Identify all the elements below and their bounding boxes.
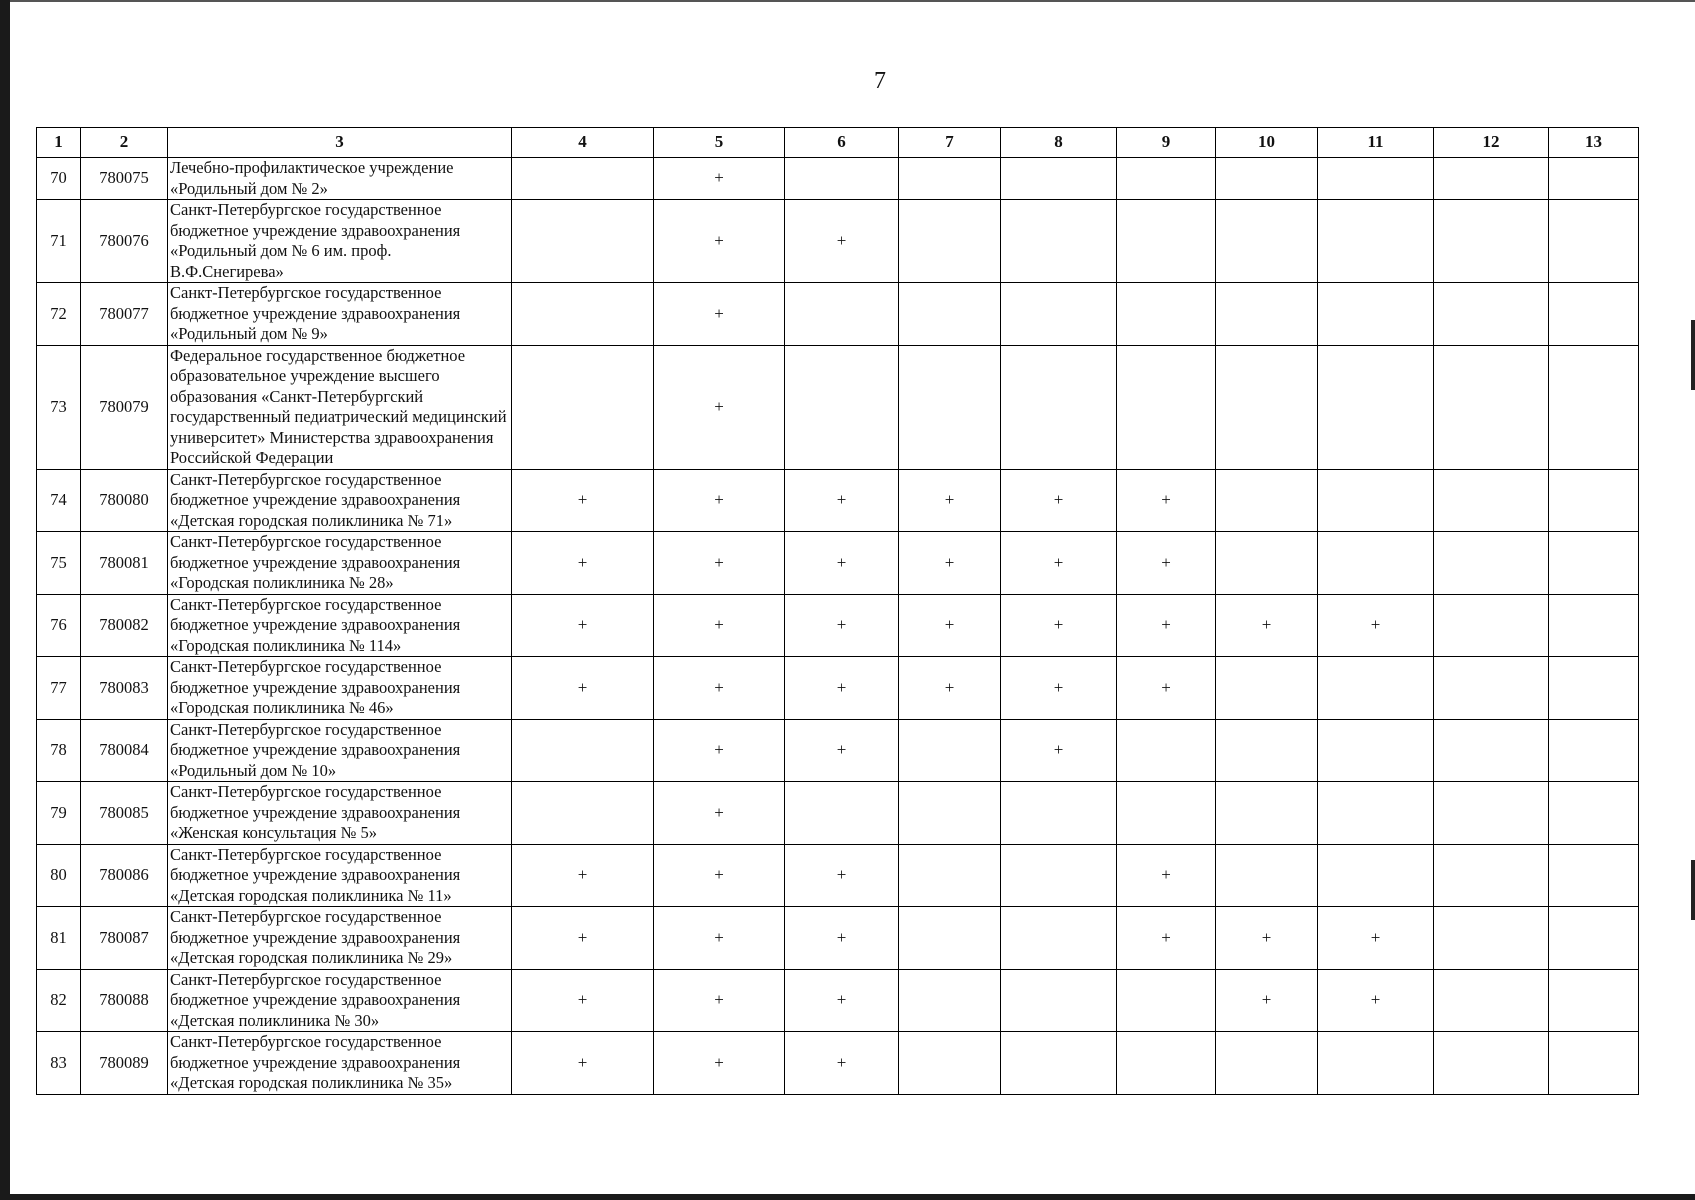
mark-cell-col-6: + — [785, 200, 899, 283]
mark-cell-col-11 — [1318, 283, 1434, 346]
mark-cell-col-9 — [1117, 158, 1216, 200]
organization-name-cell: Федеральное государственное бюджетное образовательное учреждение высшего образования «Санкт-Петербургский государственный педиатрический медицинский университет» Министерства здравоохранения Российской Федерации — [168, 345, 512, 469]
mark-cell-col-4: + — [512, 532, 654, 595]
mark-cell-col-9: + — [1117, 532, 1216, 595]
registry-code-cell: 780087 — [81, 907, 168, 970]
mark-cell-col-8 — [1001, 1032, 1117, 1095]
mark-cell-col-12 — [1434, 782, 1549, 845]
table-row — [37, 782, 1639, 845]
scan-edge-top — [0, 0, 1695, 2]
row-number-cell: 75 — [37, 532, 81, 595]
mark-cell-col-6: + — [785, 469, 899, 532]
mark-cell-col-7: + — [899, 532, 1001, 595]
table-row — [37, 844, 1639, 907]
mark-cell-col-4 — [512, 719, 654, 782]
mark-cell-col-13 — [1549, 1032, 1639, 1095]
mark-cell-col-8: + — [1001, 657, 1117, 720]
scan-edge-bottom — [0, 1194, 1695, 1200]
mark-cell-col-8 — [1001, 158, 1117, 200]
mark-cell-col-7 — [899, 844, 1001, 907]
row-number-cell: 74 — [37, 469, 81, 532]
mark-cell-col-6: + — [785, 719, 899, 782]
mark-cell-col-5: + — [654, 532, 785, 595]
table-row — [37, 719, 1639, 782]
column-header: 5 — [654, 128, 785, 158]
table-row — [37, 532, 1639, 595]
organization-name-cell: Санкт-Петербургское государственное бюджетное учреждение здравоохранения «Детская городская поликлиника № 11» — [168, 844, 512, 907]
mark-cell-col-12 — [1434, 657, 1549, 720]
mark-cell-col-10: + — [1216, 969, 1318, 1032]
mark-cell-col-9 — [1117, 345, 1216, 469]
mark-cell-col-4 — [512, 200, 654, 283]
registry-code-cell: 780083 — [81, 657, 168, 720]
mark-cell-col-4 — [512, 283, 654, 346]
mark-cell-col-5: + — [654, 158, 785, 200]
mark-cell-col-5: + — [654, 469, 785, 532]
mark-cell-col-7 — [899, 158, 1001, 200]
mark-cell-col-9 — [1117, 969, 1216, 1032]
column-header: 1 — [37, 128, 81, 158]
mark-cell-col-13 — [1549, 719, 1639, 782]
mark-cell-col-12 — [1434, 158, 1549, 200]
mark-cell-col-12 — [1434, 469, 1549, 532]
mark-cell-col-13 — [1549, 469, 1639, 532]
column-header: 7 — [899, 128, 1001, 158]
registry-code-cell: 780081 — [81, 532, 168, 595]
mark-cell-col-8 — [1001, 283, 1117, 346]
row-number-cell: 76 — [37, 594, 81, 657]
mark-cell-col-8: + — [1001, 594, 1117, 657]
registry-code-cell: 780082 — [81, 594, 168, 657]
row-number-cell: 81 — [37, 907, 81, 970]
row-number-cell: 73 — [37, 345, 81, 469]
registry-code-cell: 780089 — [81, 1032, 168, 1095]
mark-cell-col-4 — [512, 782, 654, 845]
mark-cell-col-8: + — [1001, 469, 1117, 532]
mark-cell-col-12 — [1434, 719, 1549, 782]
organization-name-cell: Санкт-Петербургское государственное бюджетное учреждение здравоохранения «Городская поликлиника № 46» — [168, 657, 512, 720]
mark-cell-col-10: + — [1216, 594, 1318, 657]
mark-cell-col-13 — [1549, 200, 1639, 283]
mark-cell-col-8 — [1001, 200, 1117, 283]
column-header: 11 — [1318, 128, 1434, 158]
mark-cell-col-6: + — [785, 907, 899, 970]
mark-cell-col-13 — [1549, 782, 1639, 845]
column-header: 2 — [81, 128, 168, 158]
scan-edge-right-mark — [1691, 320, 1695, 390]
mark-cell-col-8 — [1001, 844, 1117, 907]
table-row — [37, 1032, 1639, 1095]
mark-cell-col-7: + — [899, 657, 1001, 720]
mark-cell-col-9: + — [1117, 594, 1216, 657]
mark-cell-col-11 — [1318, 1032, 1434, 1095]
mark-cell-col-5: + — [654, 969, 785, 1032]
mark-cell-col-6: + — [785, 1032, 899, 1095]
row-number-cell: 82 — [37, 969, 81, 1032]
table-row — [37, 594, 1639, 657]
row-number-cell: 70 — [37, 158, 81, 200]
mark-cell-col-7 — [899, 1032, 1001, 1095]
mark-cell-col-12 — [1434, 532, 1549, 595]
registry-code-cell: 780077 — [81, 283, 168, 346]
column-header: 10 — [1216, 128, 1318, 158]
mark-cell-col-6 — [785, 158, 899, 200]
mark-cell-col-7: + — [899, 469, 1001, 532]
mark-cell-col-12 — [1434, 594, 1549, 657]
mark-cell-col-12 — [1434, 844, 1549, 907]
mark-cell-col-6 — [785, 283, 899, 346]
page-number: 7 — [874, 68, 886, 94]
mark-cell-col-9 — [1117, 200, 1216, 283]
registry-code-cell: 780079 — [81, 345, 168, 469]
mark-cell-col-13 — [1549, 283, 1639, 346]
mark-cell-col-8 — [1001, 969, 1117, 1032]
mark-cell-col-11 — [1318, 345, 1434, 469]
mark-cell-col-11 — [1318, 532, 1434, 595]
organization-name-cell: Санкт-Петербургское государственное бюджетное учреждение здравоохранения «Детская городская поликлиника № 29» — [168, 907, 512, 970]
mark-cell-col-12 — [1434, 1032, 1549, 1095]
mark-cell-col-10 — [1216, 345, 1318, 469]
mark-cell-col-13 — [1549, 158, 1639, 200]
header-row — [37, 128, 1639, 158]
mark-cell-col-5: + — [654, 907, 785, 970]
mark-cell-col-10 — [1216, 283, 1318, 346]
organization-name-cell: Санкт-Петербургское государственное бюджетное учреждение здравоохранения «Детская поликлиника № 30» — [168, 969, 512, 1032]
mark-cell-col-11 — [1318, 719, 1434, 782]
mark-cell-col-5: + — [654, 594, 785, 657]
column-header: 13 — [1549, 128, 1639, 158]
table-row — [37, 200, 1639, 283]
row-number-cell: 72 — [37, 283, 81, 346]
mark-cell-col-12 — [1434, 907, 1549, 970]
mark-cell-col-4 — [512, 345, 654, 469]
organization-name-cell: Санкт-Петербургское государственное бюджетное учреждение здравоохранения «Родильный дом № 9» — [168, 283, 512, 346]
column-header: 6 — [785, 128, 899, 158]
table-row — [37, 969, 1639, 1032]
mark-cell-col-7 — [899, 719, 1001, 782]
mark-cell-col-10 — [1216, 782, 1318, 845]
mark-cell-col-12 — [1434, 345, 1549, 469]
mark-cell-col-5: + — [654, 345, 785, 469]
mark-cell-col-11: + — [1318, 594, 1434, 657]
mark-cell-col-11 — [1318, 782, 1434, 845]
mark-cell-col-7 — [899, 283, 1001, 346]
mark-cell-col-11 — [1318, 200, 1434, 283]
mark-cell-col-5: + — [654, 844, 785, 907]
mark-cell-col-6 — [785, 782, 899, 845]
column-header: 9 — [1117, 128, 1216, 158]
organization-name-cell: Санкт-Петербургское государственное бюджетное учреждение здравоохранения «Родильный дом № 10» — [168, 719, 512, 782]
table-body — [37, 158, 1639, 1095]
table-row — [37, 907, 1639, 970]
mark-cell-col-13 — [1549, 345, 1639, 469]
mark-cell-col-7 — [899, 345, 1001, 469]
mark-cell-col-10 — [1216, 1032, 1318, 1095]
mark-cell-col-7 — [899, 907, 1001, 970]
mark-cell-col-10 — [1216, 469, 1318, 532]
row-number-cell: 77 — [37, 657, 81, 720]
row-number-cell: 79 — [37, 782, 81, 845]
mark-cell-col-7 — [899, 200, 1001, 283]
mark-cell-col-11 — [1318, 469, 1434, 532]
mark-cell-col-11: + — [1318, 907, 1434, 970]
mark-cell-col-9 — [1117, 283, 1216, 346]
mark-cell-col-10 — [1216, 158, 1318, 200]
registry-code-cell: 780086 — [81, 844, 168, 907]
mark-cell-col-9: + — [1117, 844, 1216, 907]
mark-cell-col-7 — [899, 969, 1001, 1032]
row-number-cell: 78 — [37, 719, 81, 782]
table-row — [37, 469, 1639, 532]
registry-code-cell: 780080 — [81, 469, 168, 532]
mark-cell-col-6: + — [785, 969, 899, 1032]
mark-cell-col-5: + — [654, 719, 785, 782]
row-number-cell: 80 — [37, 844, 81, 907]
mark-cell-col-10 — [1216, 844, 1318, 907]
row-number-cell: 83 — [37, 1032, 81, 1095]
mark-cell-col-12 — [1434, 200, 1549, 283]
table-row — [37, 283, 1639, 346]
table-row — [37, 158, 1639, 200]
mark-cell-col-5: + — [654, 782, 785, 845]
mark-cell-col-7: + — [899, 594, 1001, 657]
organization-name-cell: Санкт-Петербургское государственное бюджетное учреждение здравоохранения «Городская поликлиника № 28» — [168, 532, 512, 595]
mark-cell-col-13 — [1549, 969, 1639, 1032]
mark-cell-col-4: + — [512, 594, 654, 657]
mark-cell-col-6: + — [785, 594, 899, 657]
organization-name-cell: Санкт-Петербургское государственное бюджетное учреждение здравоохранения «Детская городская поликлиника № 35» — [168, 1032, 512, 1095]
mark-cell-col-4: + — [512, 657, 654, 720]
mark-cell-col-6: + — [785, 844, 899, 907]
registry-code-cell: 780075 — [81, 158, 168, 200]
mark-cell-col-5: + — [654, 1032, 785, 1095]
mark-cell-col-8: + — [1001, 532, 1117, 595]
mark-cell-col-10 — [1216, 657, 1318, 720]
mark-cell-col-11 — [1318, 657, 1434, 720]
mark-cell-col-4: + — [512, 844, 654, 907]
registry-code-cell: 780084 — [81, 719, 168, 782]
mark-cell-col-9 — [1117, 782, 1216, 845]
mark-cell-col-11 — [1318, 844, 1434, 907]
mark-cell-col-8: + — [1001, 719, 1117, 782]
mark-cell-col-8 — [1001, 345, 1117, 469]
mark-cell-col-10 — [1216, 532, 1318, 595]
organization-name-cell: Санкт-Петербургское государственное бюджетное учреждение здравоохранения «Городская поликлиника № 114» — [168, 594, 512, 657]
mark-cell-col-13 — [1549, 844, 1639, 907]
mark-cell-col-7 — [899, 782, 1001, 845]
mark-cell-col-8 — [1001, 782, 1117, 845]
mark-cell-col-5: + — [654, 657, 785, 720]
organization-name-cell: Санкт-Петербургское государственное бюджетное учреждение здравоохранения «Родильный дом № 6 им. проф. В.Ф.Снегирева» — [168, 200, 512, 283]
table-row — [37, 345, 1639, 469]
registry-code-cell: 780085 — [81, 782, 168, 845]
registry-code-cell: 780088 — [81, 969, 168, 1032]
mark-cell-col-8 — [1001, 907, 1117, 970]
mark-cell-col-4: + — [512, 969, 654, 1032]
mark-cell-col-10 — [1216, 200, 1318, 283]
organization-name-cell: Санкт-Петербургское государственное бюджетное учреждение здравоохранения «Детская городская поликлиника № 71» — [168, 469, 512, 532]
mark-cell-col-13 — [1549, 657, 1639, 720]
mark-cell-col-4 — [512, 158, 654, 200]
registry-code-cell: 780076 — [81, 200, 168, 283]
column-header: 12 — [1434, 128, 1549, 158]
mark-cell-col-10: + — [1216, 907, 1318, 970]
mark-cell-col-11 — [1318, 158, 1434, 200]
mark-cell-col-6: + — [785, 657, 899, 720]
scan-edge-left — [0, 0, 10, 1200]
mark-cell-col-13 — [1549, 532, 1639, 595]
mark-cell-col-4: + — [512, 1032, 654, 1095]
scan-edge-right-mark — [1691, 860, 1695, 920]
mark-cell-col-13 — [1549, 907, 1639, 970]
table-row — [37, 657, 1639, 720]
mark-cell-col-4: + — [512, 907, 654, 970]
mark-cell-col-12 — [1434, 969, 1549, 1032]
mark-cell-col-9 — [1117, 719, 1216, 782]
row-number-cell: 71 — [37, 200, 81, 283]
mark-cell-col-13 — [1549, 594, 1639, 657]
mark-cell-col-9: + — [1117, 469, 1216, 532]
mark-cell-col-6: + — [785, 532, 899, 595]
column-header: 8 — [1001, 128, 1117, 158]
mark-cell-col-9: + — [1117, 907, 1216, 970]
mark-cell-col-4: + — [512, 469, 654, 532]
mark-cell-col-11: + — [1318, 969, 1434, 1032]
mark-cell-col-9: + — [1117, 657, 1216, 720]
mark-cell-col-12 — [1434, 283, 1549, 346]
column-header: 4 — [512, 128, 654, 158]
mark-cell-col-5: + — [654, 283, 785, 346]
organization-name-cell: Санкт-Петербургское государственное бюджетное учреждение здравоохранения «Женская консультация № 5» — [168, 782, 512, 845]
organization-name-cell: Лечебно-профилактическое учреждение «Родильный дом № 2» — [168, 158, 512, 200]
register-table — [36, 127, 1639, 1095]
mark-cell-col-9 — [1117, 1032, 1216, 1095]
mark-cell-col-5: + — [654, 200, 785, 283]
mark-cell-col-6 — [785, 345, 899, 469]
column-header: 3 — [168, 128, 512, 158]
mark-cell-col-10 — [1216, 719, 1318, 782]
